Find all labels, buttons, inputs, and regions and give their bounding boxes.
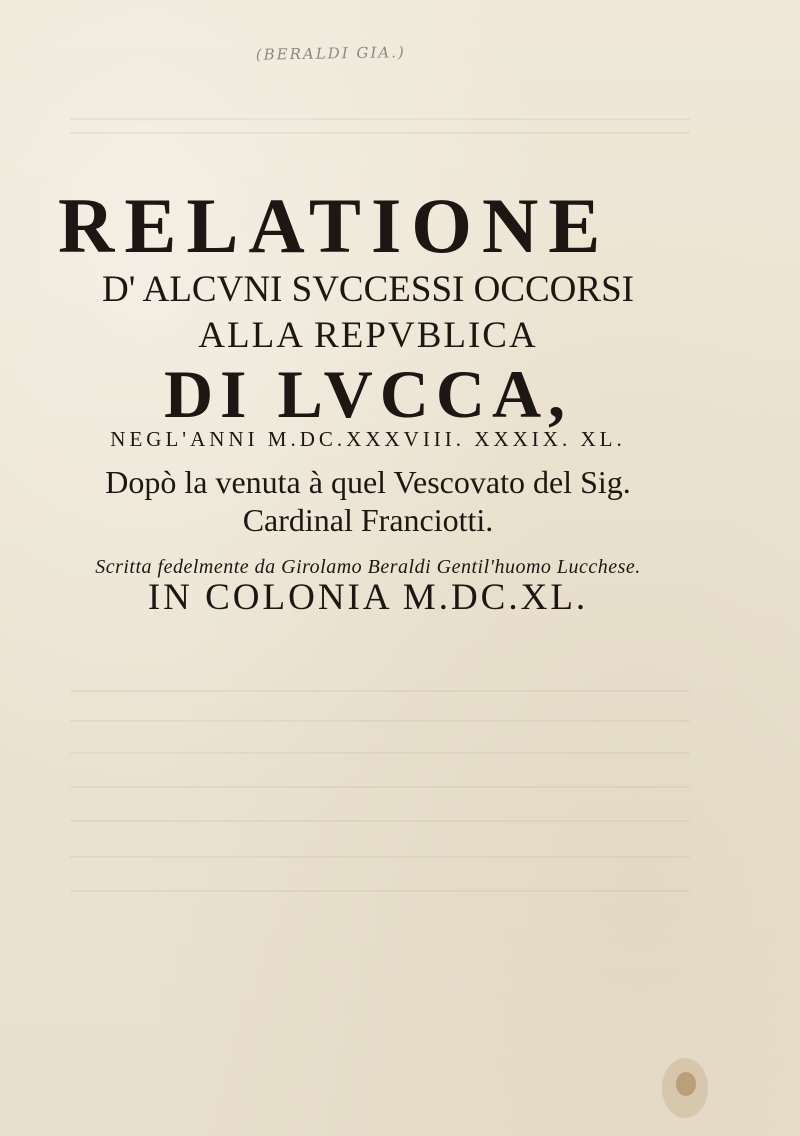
dopo-line-1: Dopò la venuta à quel Vescovato del Sig. — [105, 464, 631, 500]
subtitle-line-2: ALLA REPVBLICA — [198, 315, 538, 356]
imprint-line: IN COLONIA M.DC.XL. — [147, 577, 589, 618]
bleed-through-line — [70, 690, 690, 692]
bleed-through-line — [70, 132, 690, 134]
handwritten-annotation: (BERALDI GIA.) — [255, 43, 406, 64]
author-line: Scritta fedelmente da Girolamo Beraldi Gentil'huomo Lucchese. — [95, 556, 641, 578]
bleed-through-line — [70, 890, 690, 892]
bleed-through-line — [70, 856, 690, 858]
page-title: RELATIONE — [58, 182, 611, 269]
subtitle-line-1: D' ALCVNI SVCCESSI OCCORSI — [102, 269, 634, 310]
dopo-line-2: Cardinal Franciotti. — [242, 502, 494, 538]
years-line: NEGL'ANNI M.DC.XXXVIII. XXXIX. XL. — [110, 427, 626, 451]
bleed-through-line — [70, 786, 690, 788]
bleed-through-line — [70, 820, 690, 822]
place-heading: DI LVCCA, — [163, 356, 573, 432]
bleed-through-line — [70, 720, 690, 722]
paper-stain — [676, 1072, 696, 1096]
bleed-through-line — [70, 752, 690, 754]
bleed-through-line — [70, 118, 690, 120]
